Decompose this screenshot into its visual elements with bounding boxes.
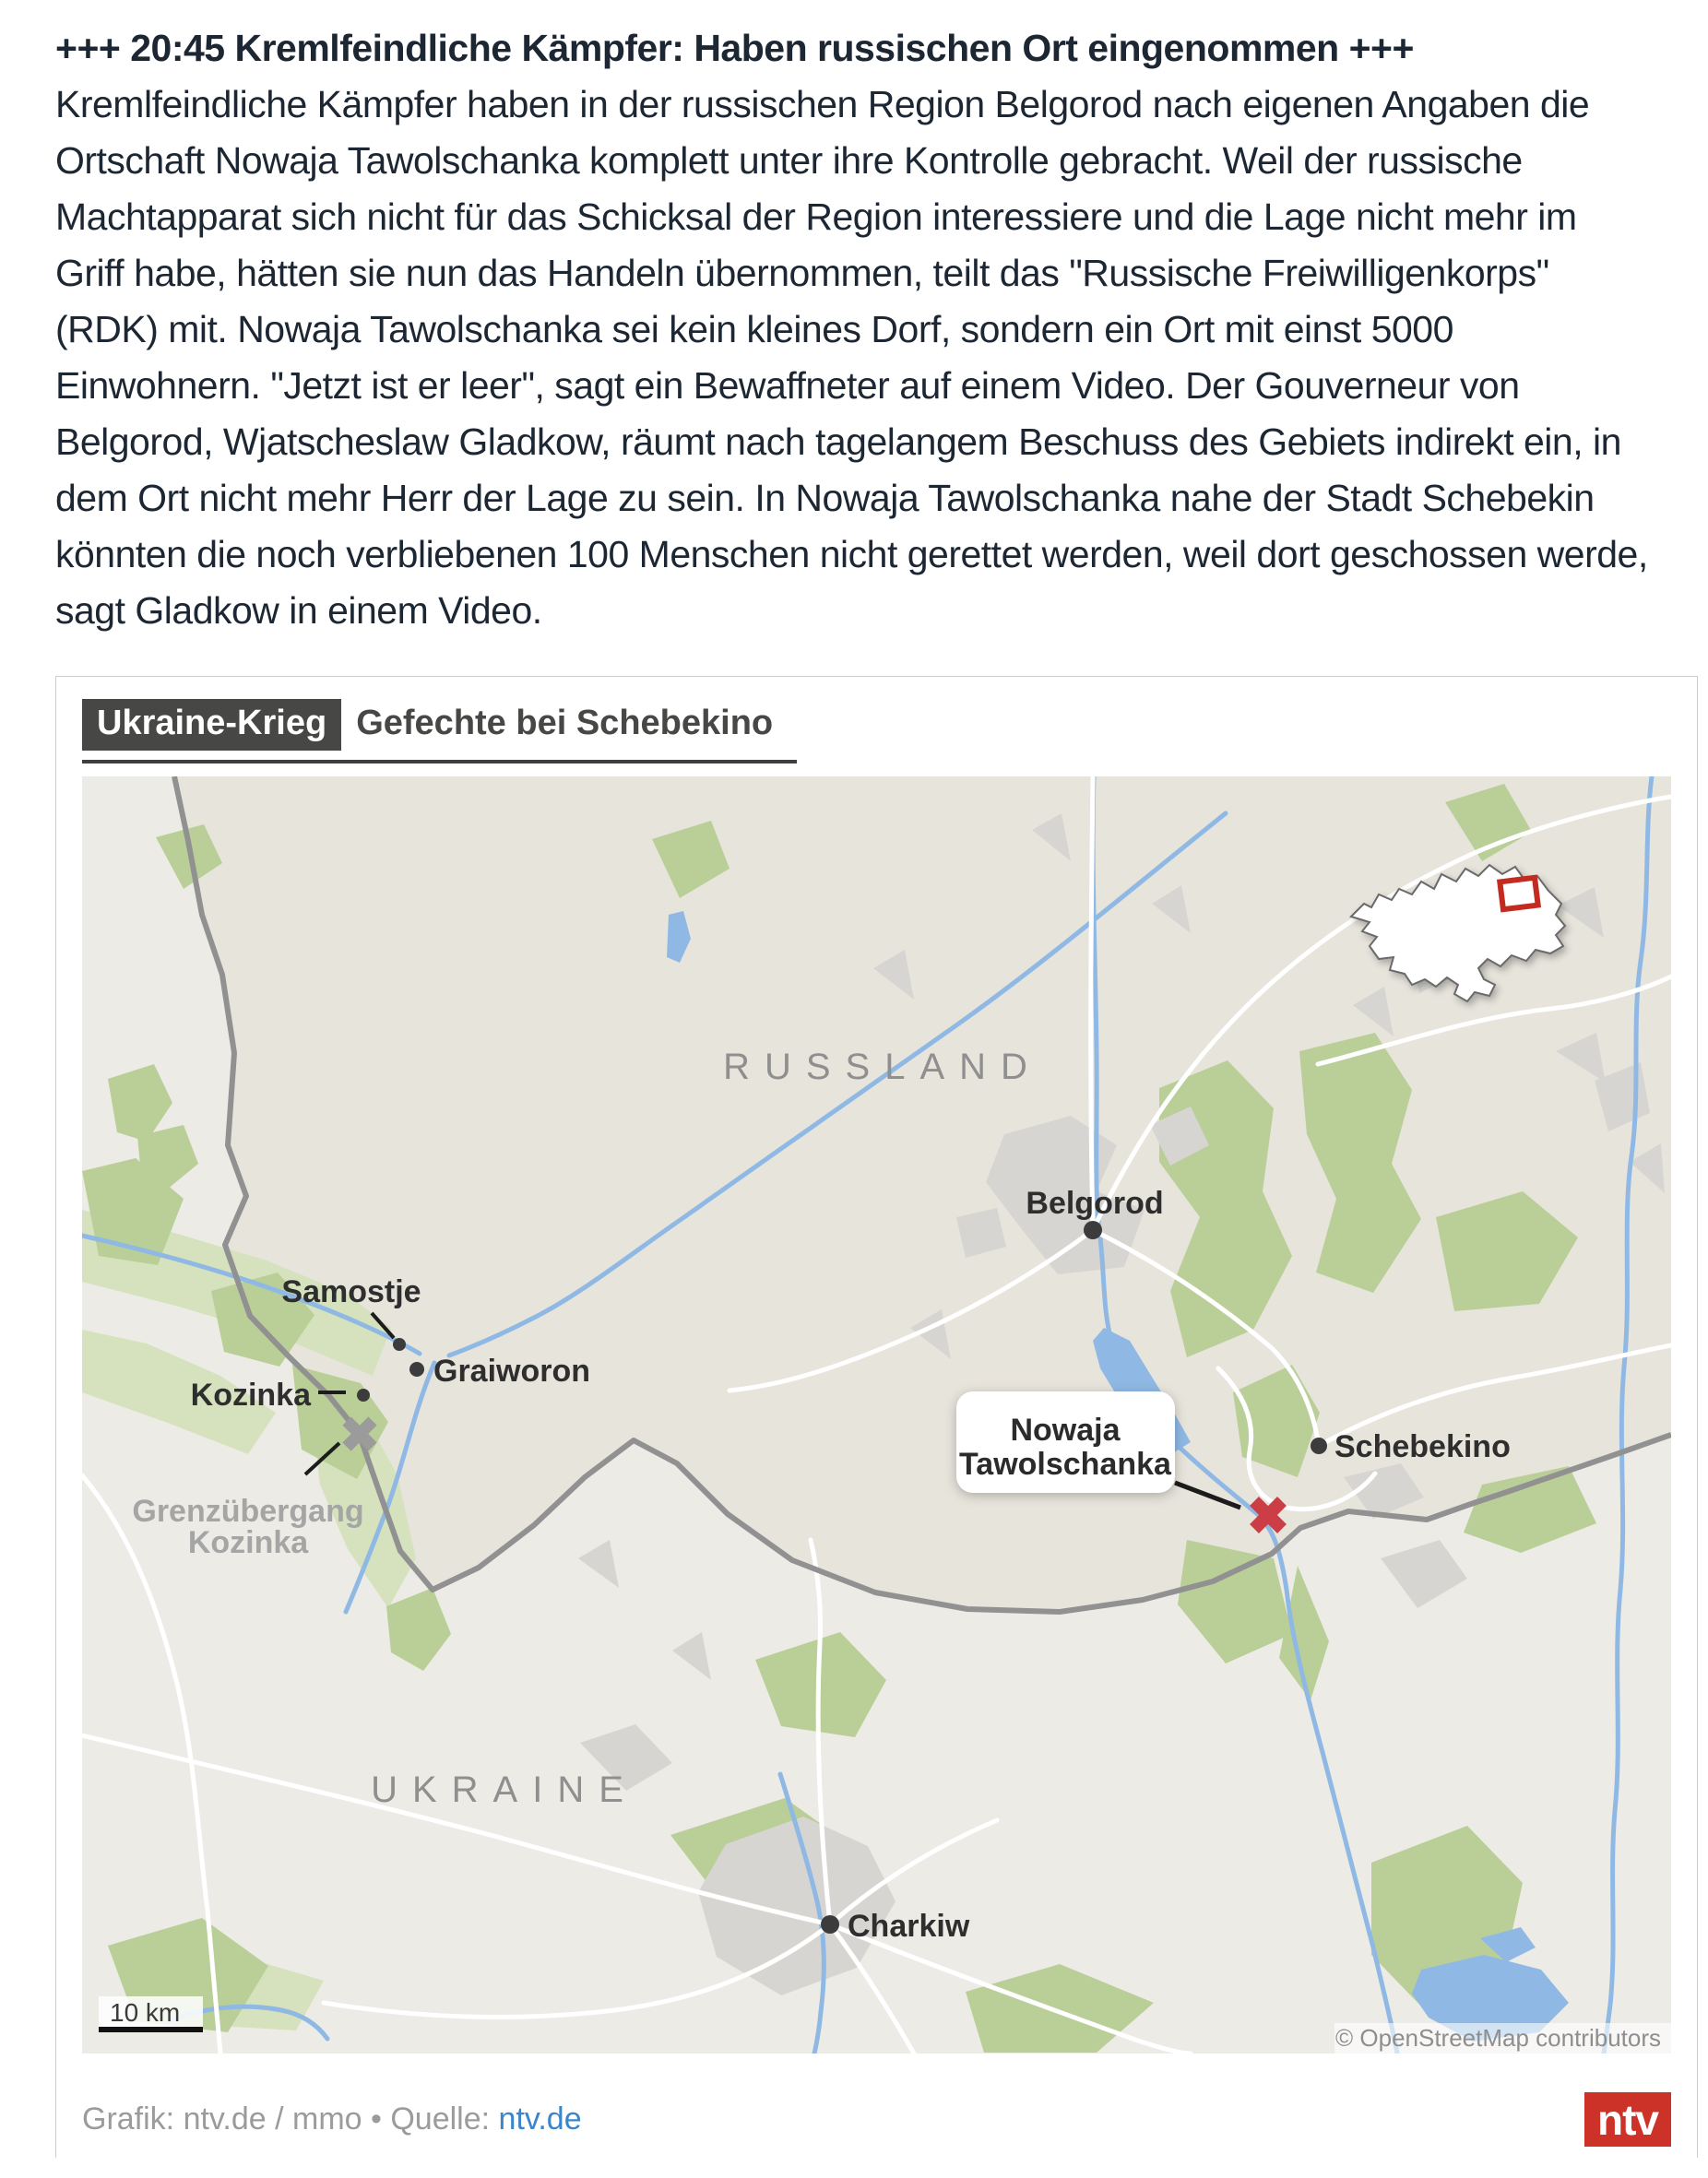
city-dot-graiworon <box>409 1362 424 1377</box>
city-dot-schebekino <box>1311 1438 1327 1454</box>
map-graphic-card <box>55 676 1698 2158</box>
graphic-caption <box>82 2101 582 2137</box>
topic-badge: Ukraine-Krieg <box>82 699 341 751</box>
caption-source-link[interactable]: ntv.de <box>498 2101 582 2137</box>
map-svg <box>82 776 1671 2054</box>
map-label-kozinka: Kozinka <box>190 1378 311 1413</box>
scale-bar <box>99 2027 203 2032</box>
map-label-samostje: Samostje <box>281 1274 421 1309</box>
liveticker-entry <box>55 20 1653 639</box>
map-label-graiworon: Graiworon <box>433 1354 591 1389</box>
osm-attribution <box>1334 2023 1671 2054</box>
attribution-text: © OpenStreetMap contributors <box>1335 2024 1661 2052</box>
scale-label: 10 km <box>110 1998 181 2027</box>
caption-text: Grafik: ntv.de / mmo • Quelle: <box>82 2101 499 2137</box>
city-dot-kozinka <box>357 1389 370 1402</box>
callout-line1: Nowaja <box>1010 1413 1121 1448</box>
ntv-logo-text: ntv <box>1597 2095 1658 2144</box>
map-scale <box>99 1996 203 2032</box>
crossing-label-line1: Grenzübergang <box>132 1494 364 1529</box>
entry-body: Kremlfeindliche Kämpfer haben in der russischen Region Belgorod nach eigenen Angaben die Ortschaft Nowaja Tawolschanka komplett unter ihre Kontrolle gebracht. Weil der russische Machtapparat sich nicht für das Schicksal der Region interessiere und die Lage nicht mehr im Griff habe, hätten sie nun das Handeln übernommen, teilt das "Russische Freiwilligenkorps" (RDK) mit. Nowaja Tawolschanka sei kein kleines Dorf, sondern ein Ort mit einst 5000 Einwohnern. "Jetzt ist er leer", sagt ein Bewaffneter auf einem Video. Der Gouverneur von Belgorod, Wjatscheslaw Gladkow, räumt nach tagelangem Beschuss des Gebiets indirekt ein, in dem Ort nicht mehr Herr der Lage zu sein. In Nowaja Tawolschanka nahe der Stadt Schebekin könnten die noch verbliebenen 100 Menschen nicht gerettet werden, weil dort geschossen werde, sagt Gladkow in einem Video. <box>55 83 1648 632</box>
map-label-charkiw: Charkiw <box>848 1909 970 1944</box>
map-header <box>82 699 797 763</box>
crossing-label-line2: Kozinka <box>187 1525 309 1560</box>
map-label-schebekino: Schebekino <box>1334 1429 1511 1464</box>
entry-headline: +++ 20:45 Kremlfeindliche Kämpfer: Haben russischen Ort eingenommen +++ <box>55 27 1414 69</box>
battle-map <box>82 776 1671 2054</box>
city-dot-charkiw <box>821 1915 839 1934</box>
city-dot-samostje <box>393 1338 406 1351</box>
region-label-ukraine: UKRAINE <box>371 1770 638 1810</box>
graphic-footer <box>82 2092 1671 2147</box>
ntv-logo <box>1584 2092 1671 2147</box>
region-label-russland: RUSSLAND <box>723 1047 1042 1087</box>
callout-line2: Tawolschanka <box>959 1447 1171 1482</box>
city-dot-belgorod <box>1084 1221 1102 1239</box>
map-title: Gefechte bei Schebekino <box>356 704 774 742</box>
map-label-belgorod: Belgorod <box>1026 1186 1164 1221</box>
